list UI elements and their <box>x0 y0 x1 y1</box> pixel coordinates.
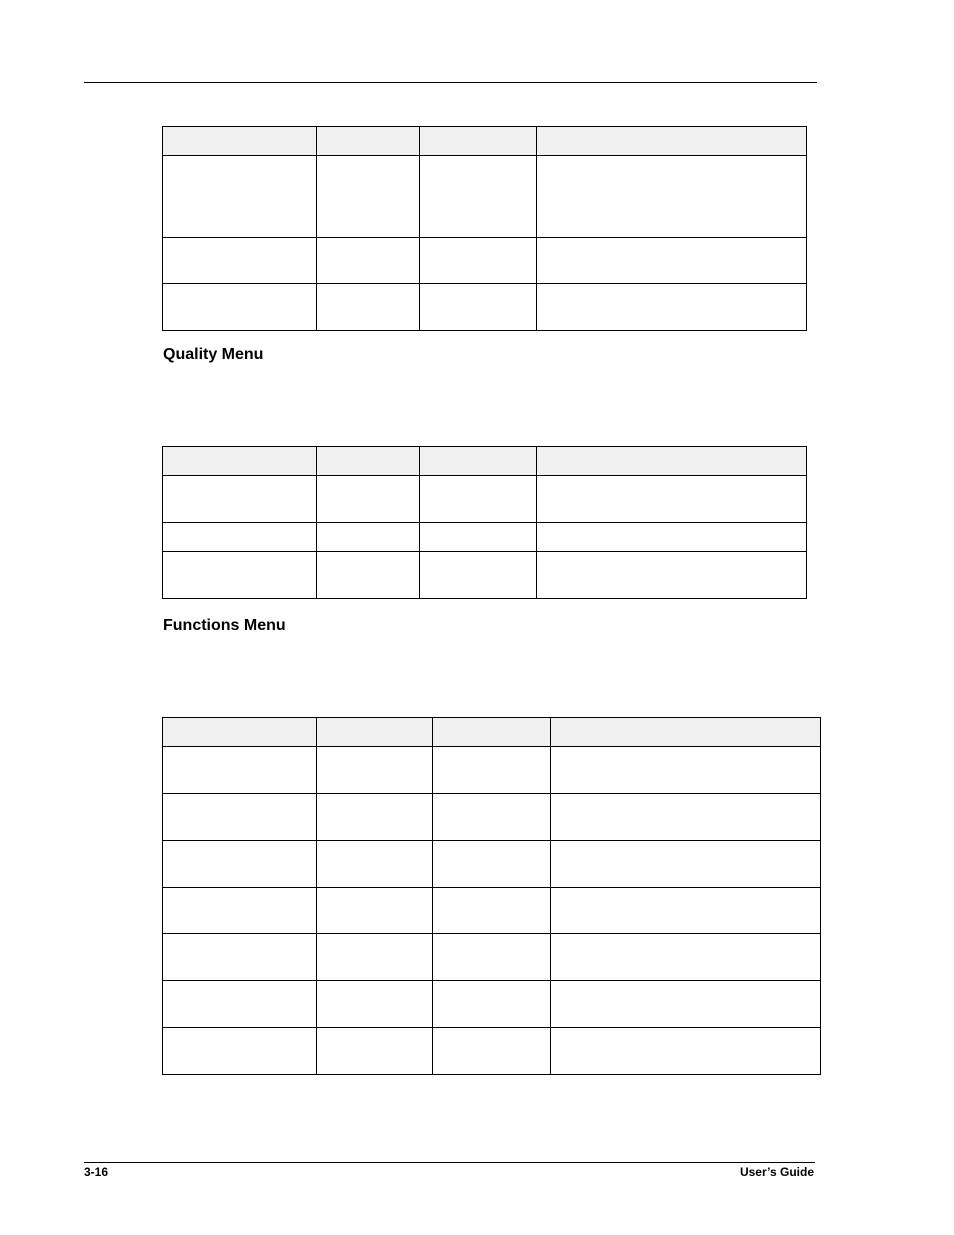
header-cell <box>420 127 537 156</box>
header-cell <box>537 447 807 476</box>
table-cell <box>163 841 317 888</box>
table-row <box>163 238 807 284</box>
header-cell <box>317 718 433 747</box>
table-row <box>163 552 807 599</box>
table-cell <box>433 841 551 888</box>
table-cell <box>163 284 317 331</box>
table-cell <box>317 284 420 331</box>
table-cell <box>551 888 821 934</box>
table-cell <box>551 934 821 981</box>
header-cell <box>163 718 317 747</box>
table-cell <box>433 934 551 981</box>
table-row <box>163 523 807 552</box>
table-header-row <box>163 447 807 476</box>
table-cell <box>433 794 551 841</box>
header-cell <box>551 718 821 747</box>
table-row <box>163 1028 821 1075</box>
table-cell <box>317 888 433 934</box>
table-header-row <box>163 718 821 747</box>
table-row <box>163 794 821 841</box>
table-cell <box>551 794 821 841</box>
page-number: 3-16 <box>84 1165 109 1179</box>
table-cell <box>420 156 537 238</box>
quality-menu-heading: Quality Menu <box>163 346 264 363</box>
table-row <box>163 888 821 934</box>
header-rule <box>84 82 817 83</box>
table-cell <box>317 934 433 981</box>
table-row <box>163 841 821 888</box>
header-cell <box>163 447 317 476</box>
table-cell <box>317 238 420 284</box>
document-title: User’s Guide <box>739 1165 814 1179</box>
table-cell <box>433 888 551 934</box>
table-cell <box>551 747 821 794</box>
table-2 <box>162 446 807 599</box>
table-cell <box>551 1028 821 1075</box>
table-cell <box>537 156 807 238</box>
table-cell <box>420 523 537 552</box>
table-cell <box>163 156 317 238</box>
table-cell <box>537 238 807 284</box>
header-cell <box>317 447 420 476</box>
header-cell <box>433 718 551 747</box>
table-cell <box>317 476 420 523</box>
table-cell <box>537 284 807 331</box>
table-cell <box>537 476 807 523</box>
header-cell <box>163 127 317 156</box>
table-cell <box>420 476 537 523</box>
table-cell <box>317 552 420 599</box>
table-cell <box>317 1028 433 1075</box>
table-3 <box>162 717 821 1075</box>
table-row <box>163 981 821 1028</box>
table-cell <box>163 794 317 841</box>
header-cell <box>420 447 537 476</box>
table-cell <box>163 1028 317 1075</box>
table-cell <box>163 552 317 599</box>
table-cell <box>420 238 537 284</box>
table-cell <box>433 981 551 1028</box>
table-cell <box>163 747 317 794</box>
footer-rule <box>84 1162 815 1163</box>
header-cell <box>317 127 420 156</box>
table-header-row <box>163 127 807 156</box>
functions-menu-heading: Functions Menu <box>163 617 286 634</box>
table-cell <box>420 284 537 331</box>
table-1 <box>162 126 807 331</box>
table-cell <box>317 523 420 552</box>
table-row <box>163 284 807 331</box>
table-cell <box>163 981 317 1028</box>
table-cell <box>317 156 420 238</box>
table-cell <box>163 523 317 552</box>
table-cell <box>551 981 821 1028</box>
table-cell <box>537 552 807 599</box>
table-row <box>163 747 821 794</box>
table-cell <box>433 747 551 794</box>
table-cell <box>433 1028 551 1075</box>
table-cell <box>420 552 537 599</box>
table-row <box>163 476 807 523</box>
table-cell <box>317 747 433 794</box>
table-cell <box>163 934 317 981</box>
table-row <box>163 934 821 981</box>
table-cell <box>317 981 433 1028</box>
table-cell <box>551 841 821 888</box>
table-cell <box>163 476 317 523</box>
table-row <box>163 156 807 238</box>
table-cell <box>163 888 317 934</box>
table-cell <box>537 523 807 552</box>
table-cell <box>317 841 433 888</box>
header-cell <box>537 127 807 156</box>
table-cell <box>317 794 433 841</box>
table-cell <box>163 238 317 284</box>
